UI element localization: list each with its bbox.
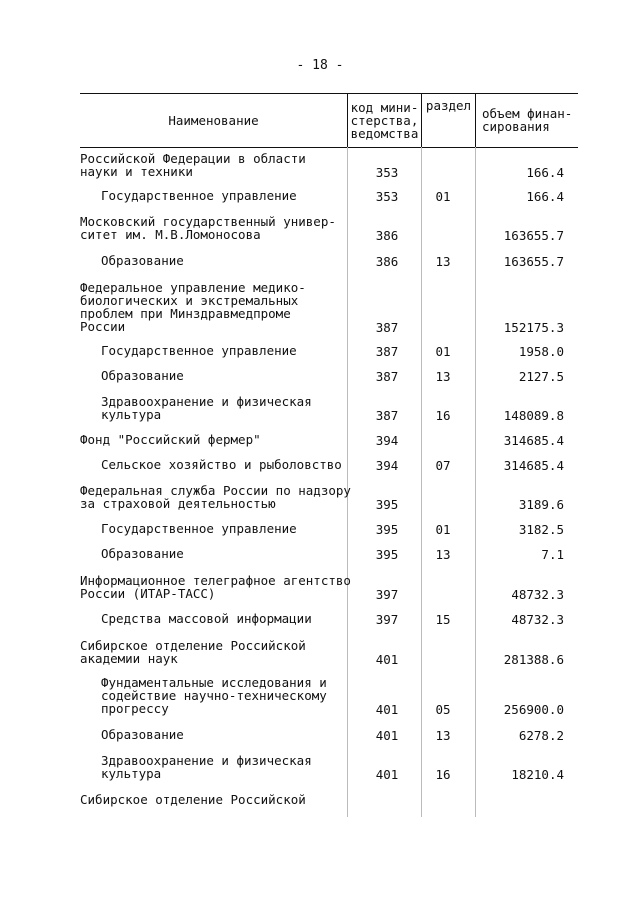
row-name-line: Федеральная служба России по надзору [80,483,351,498]
row-amount: 6278.2 [518,728,564,743]
row-section: 16 [435,767,451,782]
row-amount: 148089.8 [503,408,564,423]
header-section: раздел [425,98,472,113]
row-name [101,728,184,741]
row-name-line: Образование [101,253,184,268]
row-name-line: Сельское хозяйство и рыболовство [101,457,342,472]
row-code: 401 [375,767,399,782]
row-amount: 18210.4 [511,767,564,782]
row-name-line: Образование [101,368,184,383]
row-section: 13 [435,369,451,384]
header-bottom-rule [80,147,578,148]
row-name-line: Средства массовой информации [101,611,312,626]
row-name [101,369,184,382]
row-amount: 152175.3 [503,320,564,335]
row-name-line: академии наук [80,651,178,666]
row-name-line: Информационное телеграфное агентство [80,573,351,588]
row-amount: 314685.4 [503,433,564,448]
row-amount: 281388.6 [503,652,564,667]
row-name-line: Государственное управление [101,188,297,203]
row-name [101,676,327,715]
row-code: 397 [375,612,399,627]
row-code: 353 [375,165,399,180]
row-name [101,189,297,202]
row-section: 15 [435,612,451,627]
row-name-line: Сибирское отделение Российской [80,638,306,653]
row-name [80,793,306,806]
row-name-line: Московский государственный универ- [80,214,336,229]
row-name-line: Здравоохранение и физическая [101,753,312,768]
row-section: 16 [435,408,451,423]
row-name [80,639,306,665]
row-code: 395 [375,547,399,562]
row-amount: 7.1 [541,547,564,562]
row-name [101,547,184,560]
row-section: 01 [435,189,451,204]
row-name [101,344,297,357]
row-name [80,574,351,600]
row-name [80,152,306,178]
column-rule [347,147,348,817]
row-name-line: содействие научно-техническому [101,688,327,703]
row-code: 395 [375,497,399,512]
row-name-line: науки и техники [80,164,193,179]
row-amount: 163655.7 [503,228,564,243]
row-section: 05 [435,702,451,717]
row-amount: 1958.0 [518,344,564,359]
row-code: 401 [375,728,399,743]
row-code: 387 [375,320,399,335]
row-name-line: Фундаментальные исследования и [101,675,327,690]
row-name-line: России (ИТАР-ТАСС) [80,586,216,601]
row-name [101,254,184,267]
row-name [101,522,297,535]
row-code: 387 [375,408,399,423]
row-amount: 163655.7 [503,254,564,269]
row-name-line: культура [101,407,162,422]
header-name: Наименование [168,112,259,128]
row-name-line: Сибирское отделение Российской [80,792,306,807]
row-name [101,754,312,780]
row-section: 13 [435,254,451,269]
row-name-line: Образование [101,727,184,742]
header-amount: объем финан- сирования [482,106,573,134]
header-divider [475,93,476,147]
row-section: 01 [435,522,451,537]
row-code: 397 [375,587,399,602]
row-name-line: Фонд "Российский фермер" [80,432,261,447]
row-code: 394 [375,458,399,473]
row-amount: 2127.5 [518,369,564,384]
row-section: 13 [435,728,451,743]
row-name-line: России [80,319,126,334]
row-code: 395 [375,522,399,537]
row-amount: 166.4 [526,165,564,180]
row-name-line: Государственное управление [101,343,297,358]
row-name-line: Здравоохранение и физическая [101,394,312,409]
header-code: код мини- стерства, ведомства [350,99,419,141]
row-name [80,281,306,333]
row-name [101,395,312,421]
row-name-line: культура [101,766,162,781]
row-code: 386 [375,228,399,243]
row-amount: 3189.6 [518,497,564,512]
row-section: 13 [435,547,451,562]
row-code: 394 [375,433,399,448]
row-amount: 3182.5 [518,522,564,537]
row-name-line: биологических и экстремальных [80,293,299,308]
row-name-line: Государственное управление [101,521,297,536]
row-name [80,484,351,510]
row-name-line: Образование [101,546,184,561]
column-rule [475,147,476,817]
row-name-line: за страховой деятельностью [80,496,276,511]
row-name-line: Российской Федерации в области [80,151,306,166]
row-amount: 48732.3 [511,587,564,602]
row-code: 387 [375,369,399,384]
row-amount: 256900.0 [503,702,564,717]
row-code: 401 [375,702,399,717]
row-name [80,433,261,446]
row-name-line: Федеральное управление медико- [80,280,306,295]
row-code: 387 [375,344,399,359]
row-section: 01 [435,344,451,359]
row-amount: 48732.3 [511,612,564,627]
column-rule [421,147,422,817]
page-number: - 18 - [296,58,344,73]
row-amount: 314685.4 [503,458,564,473]
row-code: 401 [375,652,399,667]
row-name [80,215,336,241]
row-name-line: прогрессу [101,701,169,716]
row-name [101,458,342,471]
row-name-line: ситет им. М.В.Ломоносова [80,227,261,242]
row-name-line: проблем при Минздравмедпроме [80,306,291,321]
row-amount: 166.4 [526,189,564,204]
row-code: 386 [375,254,399,269]
row-section: 07 [435,458,451,473]
row-code: 353 [375,189,399,204]
row-name [101,612,312,625]
